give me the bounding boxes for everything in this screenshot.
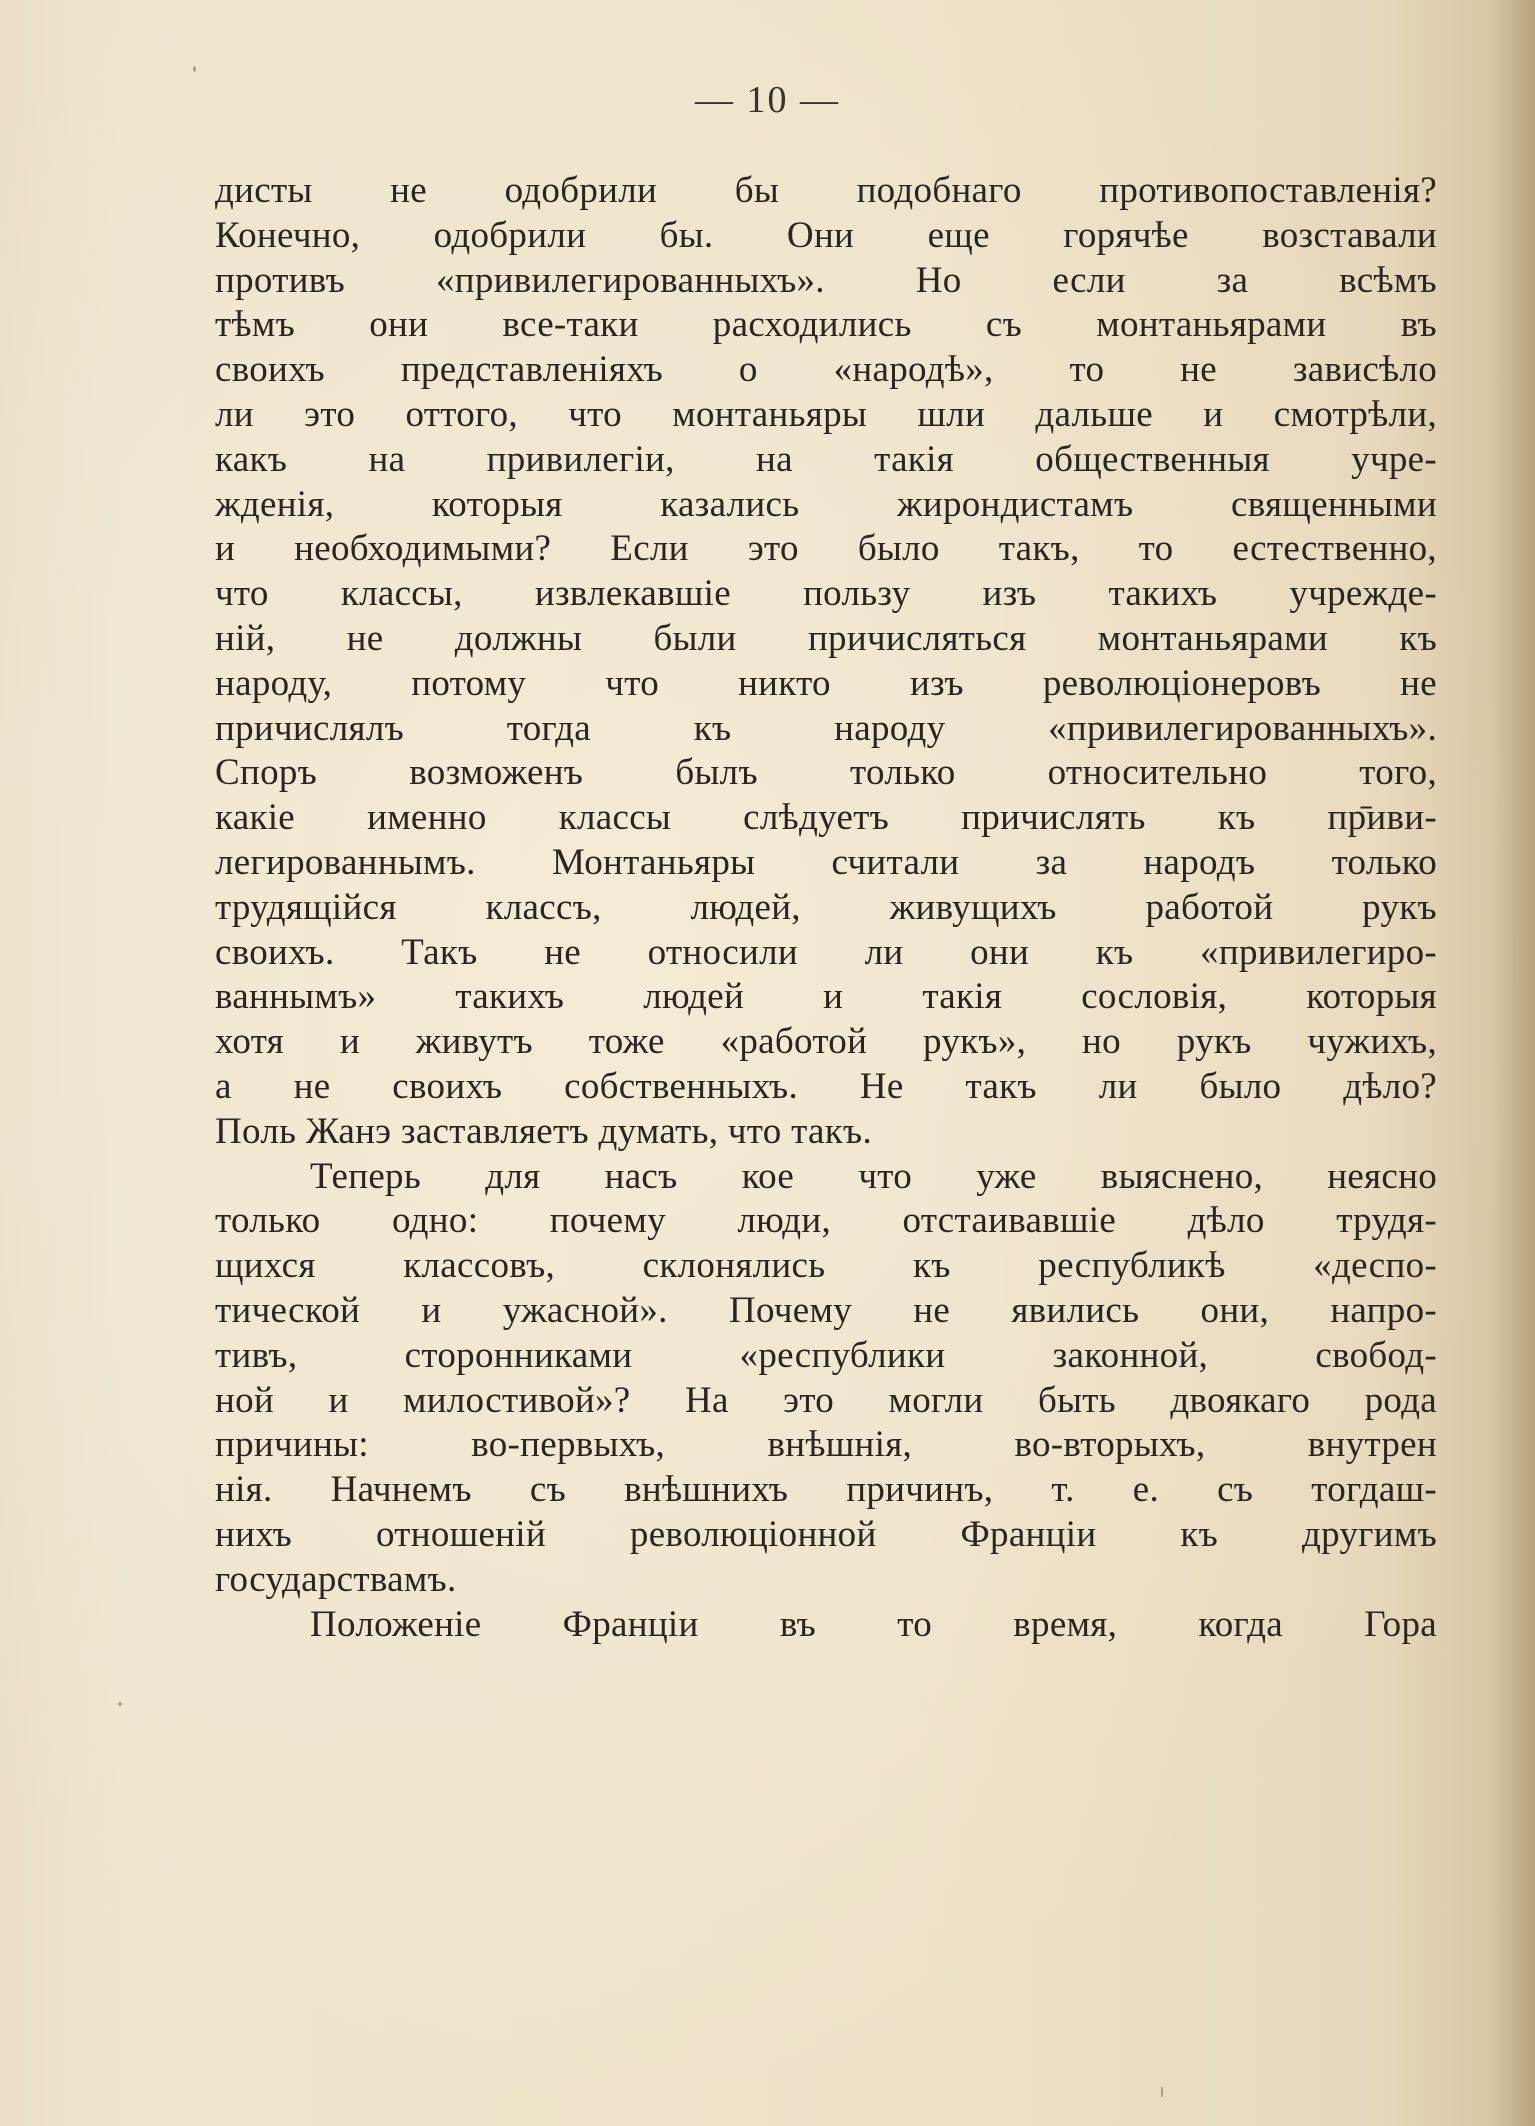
text-line: нія. Начнемъ съ внѣшнихъ причинъ, т. е. съ тогдаш- — [215, 1469, 1437, 1511]
paragraph-start-line: Теперь для насъ кое что уже выяснено, неясно — [310, 1155, 1437, 1197]
paper-speck — [118, 1702, 122, 1706]
text-line: щихся классовъ, склонялись къ республикѣ «деспо- — [215, 1245, 1437, 1287]
text-line: Споръ возможенъ былъ только относительно того, — [215, 752, 1437, 794]
text-line: своихъ. Такъ не относили ли они къ «привилегиро- — [215, 931, 1437, 973]
text-line: ваннымъ» такихъ людей и такія сословія, которыя — [215, 976, 1437, 1018]
text-line: тѣмъ они все-таки расходились съ монтаньярами въ — [215, 304, 1437, 346]
text-line: тивъ, сторонниками «республики законной, свобод- — [215, 1334, 1437, 1376]
text-line: какіе именно классы слѣдуетъ причислять къ пр̄иви- — [215, 797, 1437, 839]
text-line: хотя и живутъ тоже «работой рукъ», но рукъ чужихъ, — [215, 1021, 1437, 1063]
text-line: легированнымъ. Монтаньяры считали за народъ только — [215, 842, 1437, 883]
text-line: Поль Жанэ заставляетъ думать, что такъ. — [215, 1110, 872, 1152]
paragraph-start-line: Положеніе Франціи въ то время, когда Гора — [310, 1603, 1437, 1645]
text-line: своихъ представленіяхъ о «народѣ», то не зависѣло — [215, 349, 1437, 391]
text-line: ной и милостивой»? На это могли быть двоякаго рода — [215, 1379, 1437, 1421]
text-line: и необходимыми? Если это было такъ, то естественно, — [215, 528, 1437, 570]
text-line: тической и ужасной». Почему не явились они, напро- — [215, 1290, 1437, 1331]
text-line: трудящійся классъ, людей, живущихъ работой рукъ — [215, 886, 1437, 928]
text-line: Конечно, одобрили бы. Они еще горячѣе возставали — [215, 214, 1437, 256]
paper-speck — [193, 66, 196, 72]
text-line: причины: во-первыхъ, внѣшнія, во-вторыхъ, внутрен — [215, 1424, 1437, 1466]
page-edge-shadow — [1495, 0, 1535, 2126]
text-line: ній, не должны были причисляться монтаньярами къ — [215, 618, 1437, 659]
text-line: причислялъ тогда къ народу «привилегированныхъ». — [215, 707, 1437, 749]
text-line: ли это оттого, что монтаньяры шли дальше и смотрѣли, — [215, 394, 1437, 435]
text-line: нихъ отношеній революціонной Франціи къ другимъ — [215, 1514, 1437, 1555]
text-line: народу, потому что никто изъ революціонеровъ не — [215, 662, 1437, 704]
text-line: а не своихъ собственныхъ. Не такъ ли было дѣло? — [215, 1066, 1437, 1107]
text-line: жденія, которыя казались жирондистамъ священными — [215, 483, 1437, 525]
text-line: государствамъ. — [215, 1558, 457, 1600]
text-line: что классы, извлекавшіе пользу изъ такихъ учрежде- — [215, 573, 1437, 615]
text-line: дисты не одобрили бы подобнаго противопоставленія? — [215, 170, 1437, 211]
paper-speck — [1161, 2086, 1163, 2098]
text-line: только одно: почему люди, отстаивавшіе дѣло трудя- — [215, 1200, 1437, 1242]
page-number: — 10 — — [695, 79, 840, 121]
text-line: какъ на привилегіи, на такія общественныя учре- — [215, 438, 1437, 480]
text-line: противъ «привилегированныхъ». Но если за всѣмъ — [215, 259, 1437, 301]
